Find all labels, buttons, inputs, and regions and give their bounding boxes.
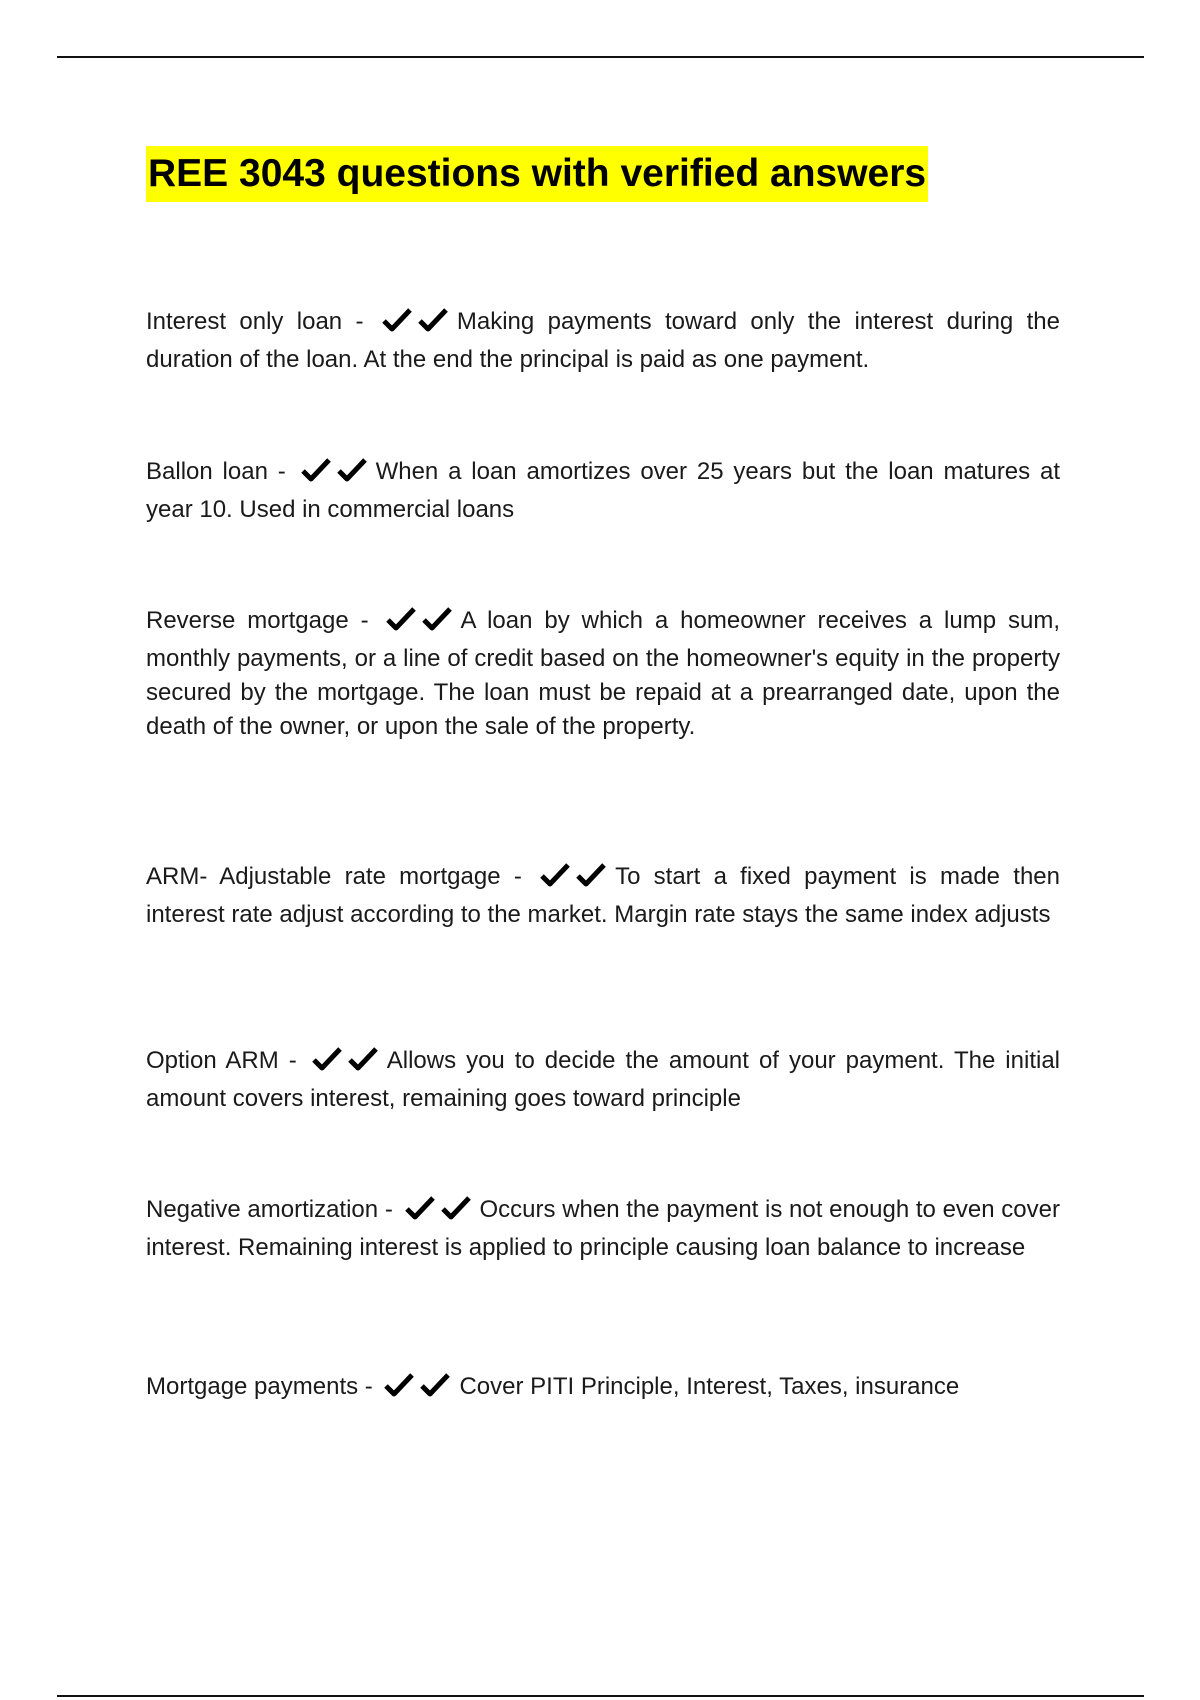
term: Interest only loan - — [146, 308, 364, 335]
double-checkmark-icon — [383, 1372, 455, 1408]
title-block — [146, 146, 928, 202]
definition: Allows you to decide the amount of your payment. The initial amount covers interest, remaining goes toward principle — [146, 1047, 1061, 1112]
definition: When a loan amortizes over 25 years but the loan matures at year 10. Used in commercial loans — [146, 458, 1060, 523]
definition: Cover PITI Principle, Interest, Taxes, insurance — [459, 1373, 960, 1400]
definition: To start a fixed payment is made then interest rate adjust according to the market. Margin rate stays the same index adjusts — [146, 863, 1060, 928]
qa-entry — [146, 860, 1060, 932]
double-checkmark-icon — [381, 307, 453, 343]
qa-entry — [146, 604, 1060, 744]
double-checkmark-icon — [311, 1046, 383, 1082]
header-rule — [57, 56, 1144, 58]
term: Negative amortization - — [146, 1196, 393, 1223]
qa-entry — [146, 1370, 1060, 1408]
page-title: REE 3043 questions with verified answers — [146, 146, 928, 202]
qa-entry — [146, 305, 1060, 377]
double-checkmark-icon — [539, 862, 611, 898]
qa-entry — [146, 455, 1060, 527]
term: ARM- Adjustable rate mortgage - — [146, 863, 522, 890]
qa-entry — [146, 1193, 1060, 1265]
double-checkmark-icon — [385, 606, 457, 642]
qa-entry — [146, 1044, 1060, 1116]
definition: Occurs when the payment is not enough to even cover interest. Remaining interest is applied to principle causing loan balance to increase — [146, 1196, 1060, 1261]
term: Mortgage payments - — [146, 1373, 373, 1400]
term: Reverse mortgage - — [146, 607, 369, 634]
term: Ballon loan - — [146, 458, 286, 485]
definition: A loan by which a homeowner receives a lump sum, monthly payments, or a line of credit based on the homeowner's equity in the property secured by the mortgage. The loan must be repaid at a prearranged date, upon the death of the owner, or upon the sale of the property. — [146, 607, 1060, 740]
term: Option ARM - — [146, 1047, 297, 1074]
definition: Making payments toward only the interest during the duration of the loan. At the end the principal is paid as one payment. — [146, 308, 1060, 373]
double-checkmark-icon — [404, 1195, 476, 1231]
double-checkmark-icon — [300, 457, 372, 493]
footer-rule — [57, 1695, 1144, 1697]
